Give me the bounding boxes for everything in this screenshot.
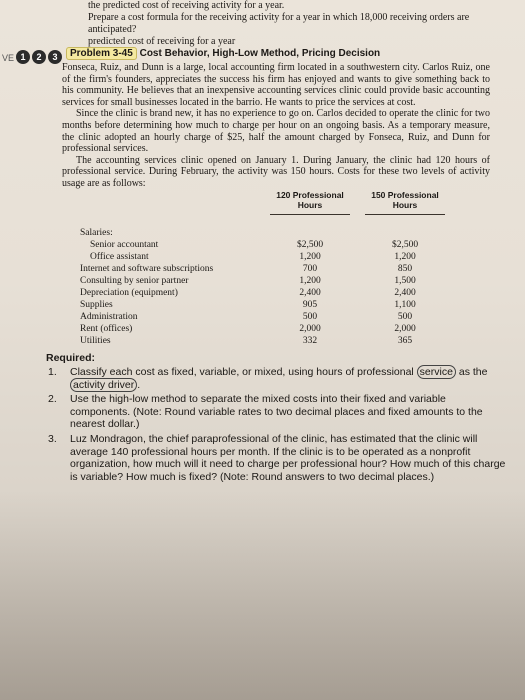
circled-service: service: [417, 365, 456, 379]
table-cell-150: 2,000: [394, 324, 416, 334]
objective-badge-2: 2: [32, 50, 46, 64]
table-cell-150: 1,200: [394, 252, 416, 262]
photo-shadow: [0, 490, 525, 700]
table-row-label: Utilities: [80, 336, 111, 346]
top-line-3: predicted cost of receiving for a year: [88, 36, 236, 47]
problem-number: Problem 3-45: [66, 47, 137, 60]
objective-badge-1: 1: [16, 50, 30, 64]
table-row-label: Internet and software subscriptions: [80, 264, 214, 274]
table-cell-150: 1,100: [394, 300, 416, 310]
table-cell-150: $2,500: [391, 240, 419, 250]
top-line-2: Prepare a cost formula for the receiving activity for a year in which 18,000 receiving orders are anticipated?: [88, 12, 470, 35]
objective-badge-3: 3: [48, 50, 62, 64]
table-row-label: Salaries:: [80, 228, 113, 238]
margin-label: VE: [2, 53, 15, 63]
required-item-1: 1. Classify each cost as fixed, variable, or mixed, using hours of professional service as the activity driver .: [48, 366, 488, 391]
required-item-3: 3. Luz Mondragon, the chief paraprofessional of the clinic, has estimated that the clinic will average 140 professional hours per month. If the clinic is to be operated as a nonprofit organization, how much will it need to charge per professional hour? How much of this charge is variable? How much is fixed? (Note: Round answers to two decimal places.): [48, 432, 506, 483]
paragraph-activity: The accounting services clinic opened on January 1. During January, the clinic had 120 hours of professional service. During February, the activity was 150 hours. Costs for these two levels of activity usage are as follows:: [62, 154, 490, 189]
table-cell-120: 2,000: [299, 324, 321, 334]
problem-body: [62, 62, 490, 190]
table-row-label: Supplies: [80, 300, 113, 310]
circled-activity-driver: activity driver: [70, 378, 137, 392]
table-cell-120: $2,500: [296, 240, 324, 250]
paragraph-clinic: Since the clinic is brand new, it has no experience to go on. Carlos decided to operate the clinic for two months before determining how much to charge per hour on an ongoing basis. As a temporary measure, the clinic adopted an hourly charge of $25, half the amount charged by Fonseca, Ruiz, and Dunn for professional services.: [62, 108, 490, 155]
header-rule-2: [365, 214, 445, 215]
problem-heading: [66, 48, 380, 59]
table-cell-150: 2,400: [394, 288, 416, 298]
table-cell-150: 1,500: [394, 276, 416, 286]
required-section: [46, 352, 506, 485]
table-cell-120: 1,200: [299, 252, 321, 262]
table-row-label: Depreciation (equipment): [80, 288, 178, 298]
top-line-1: the predicted cost of receiving activity for a year.: [88, 0, 285, 11]
col-header-120: 120 Professional Hours: [276, 190, 344, 210]
table-row-label: Office assistant: [90, 252, 149, 262]
table-row-label: Administration: [80, 312, 138, 322]
table-cell-120: 700: [302, 264, 318, 274]
table-cell-150: 500: [397, 312, 413, 322]
previous-problem-text: [88, 0, 518, 48]
paragraph-intro: Fonseca, Ruiz, and Dunn is a large, local accounting firm located in a southwestern city. Carlos Ruiz, one of the firm's founders, appreciates the success his firm has enjoyed and wants to give something back to his community. He believes that an inexpensive accounting services clinic could provide basic accounting services for small businesses located in the barrio. He wants to price the services at cost.: [62, 62, 490, 108]
col-header-150: 150 Professional Hours: [371, 190, 439, 210]
table-cell-150: 850: [397, 264, 413, 274]
table-cell-120: 1,200: [299, 276, 321, 286]
table-cell-120: 2,400: [299, 288, 321, 298]
table-cell-150: 365: [397, 336, 413, 346]
table-cell-120: 332: [302, 336, 318, 346]
header-rule-1: [270, 214, 350, 215]
required-heading: Required:: [46, 352, 96, 364]
table-row-label: Rent (offices): [80, 324, 133, 334]
problem-title: Cost Behavior, High-Low Method, Pricing Decision: [139, 48, 381, 59]
table-row-label: Senior accountant: [90, 240, 159, 250]
table-cell-120: 905: [302, 300, 318, 310]
table-cell-120: 500: [302, 312, 318, 322]
required-item-2: 2. Use the high-low method to separate the mixed costs into their fixed and variable components. (Note: Round variable rates to two decimal places and fixed amounts to the nearest dollar.): [48, 393, 483, 431]
table-row-label: Consulting by senior partner: [80, 276, 189, 286]
